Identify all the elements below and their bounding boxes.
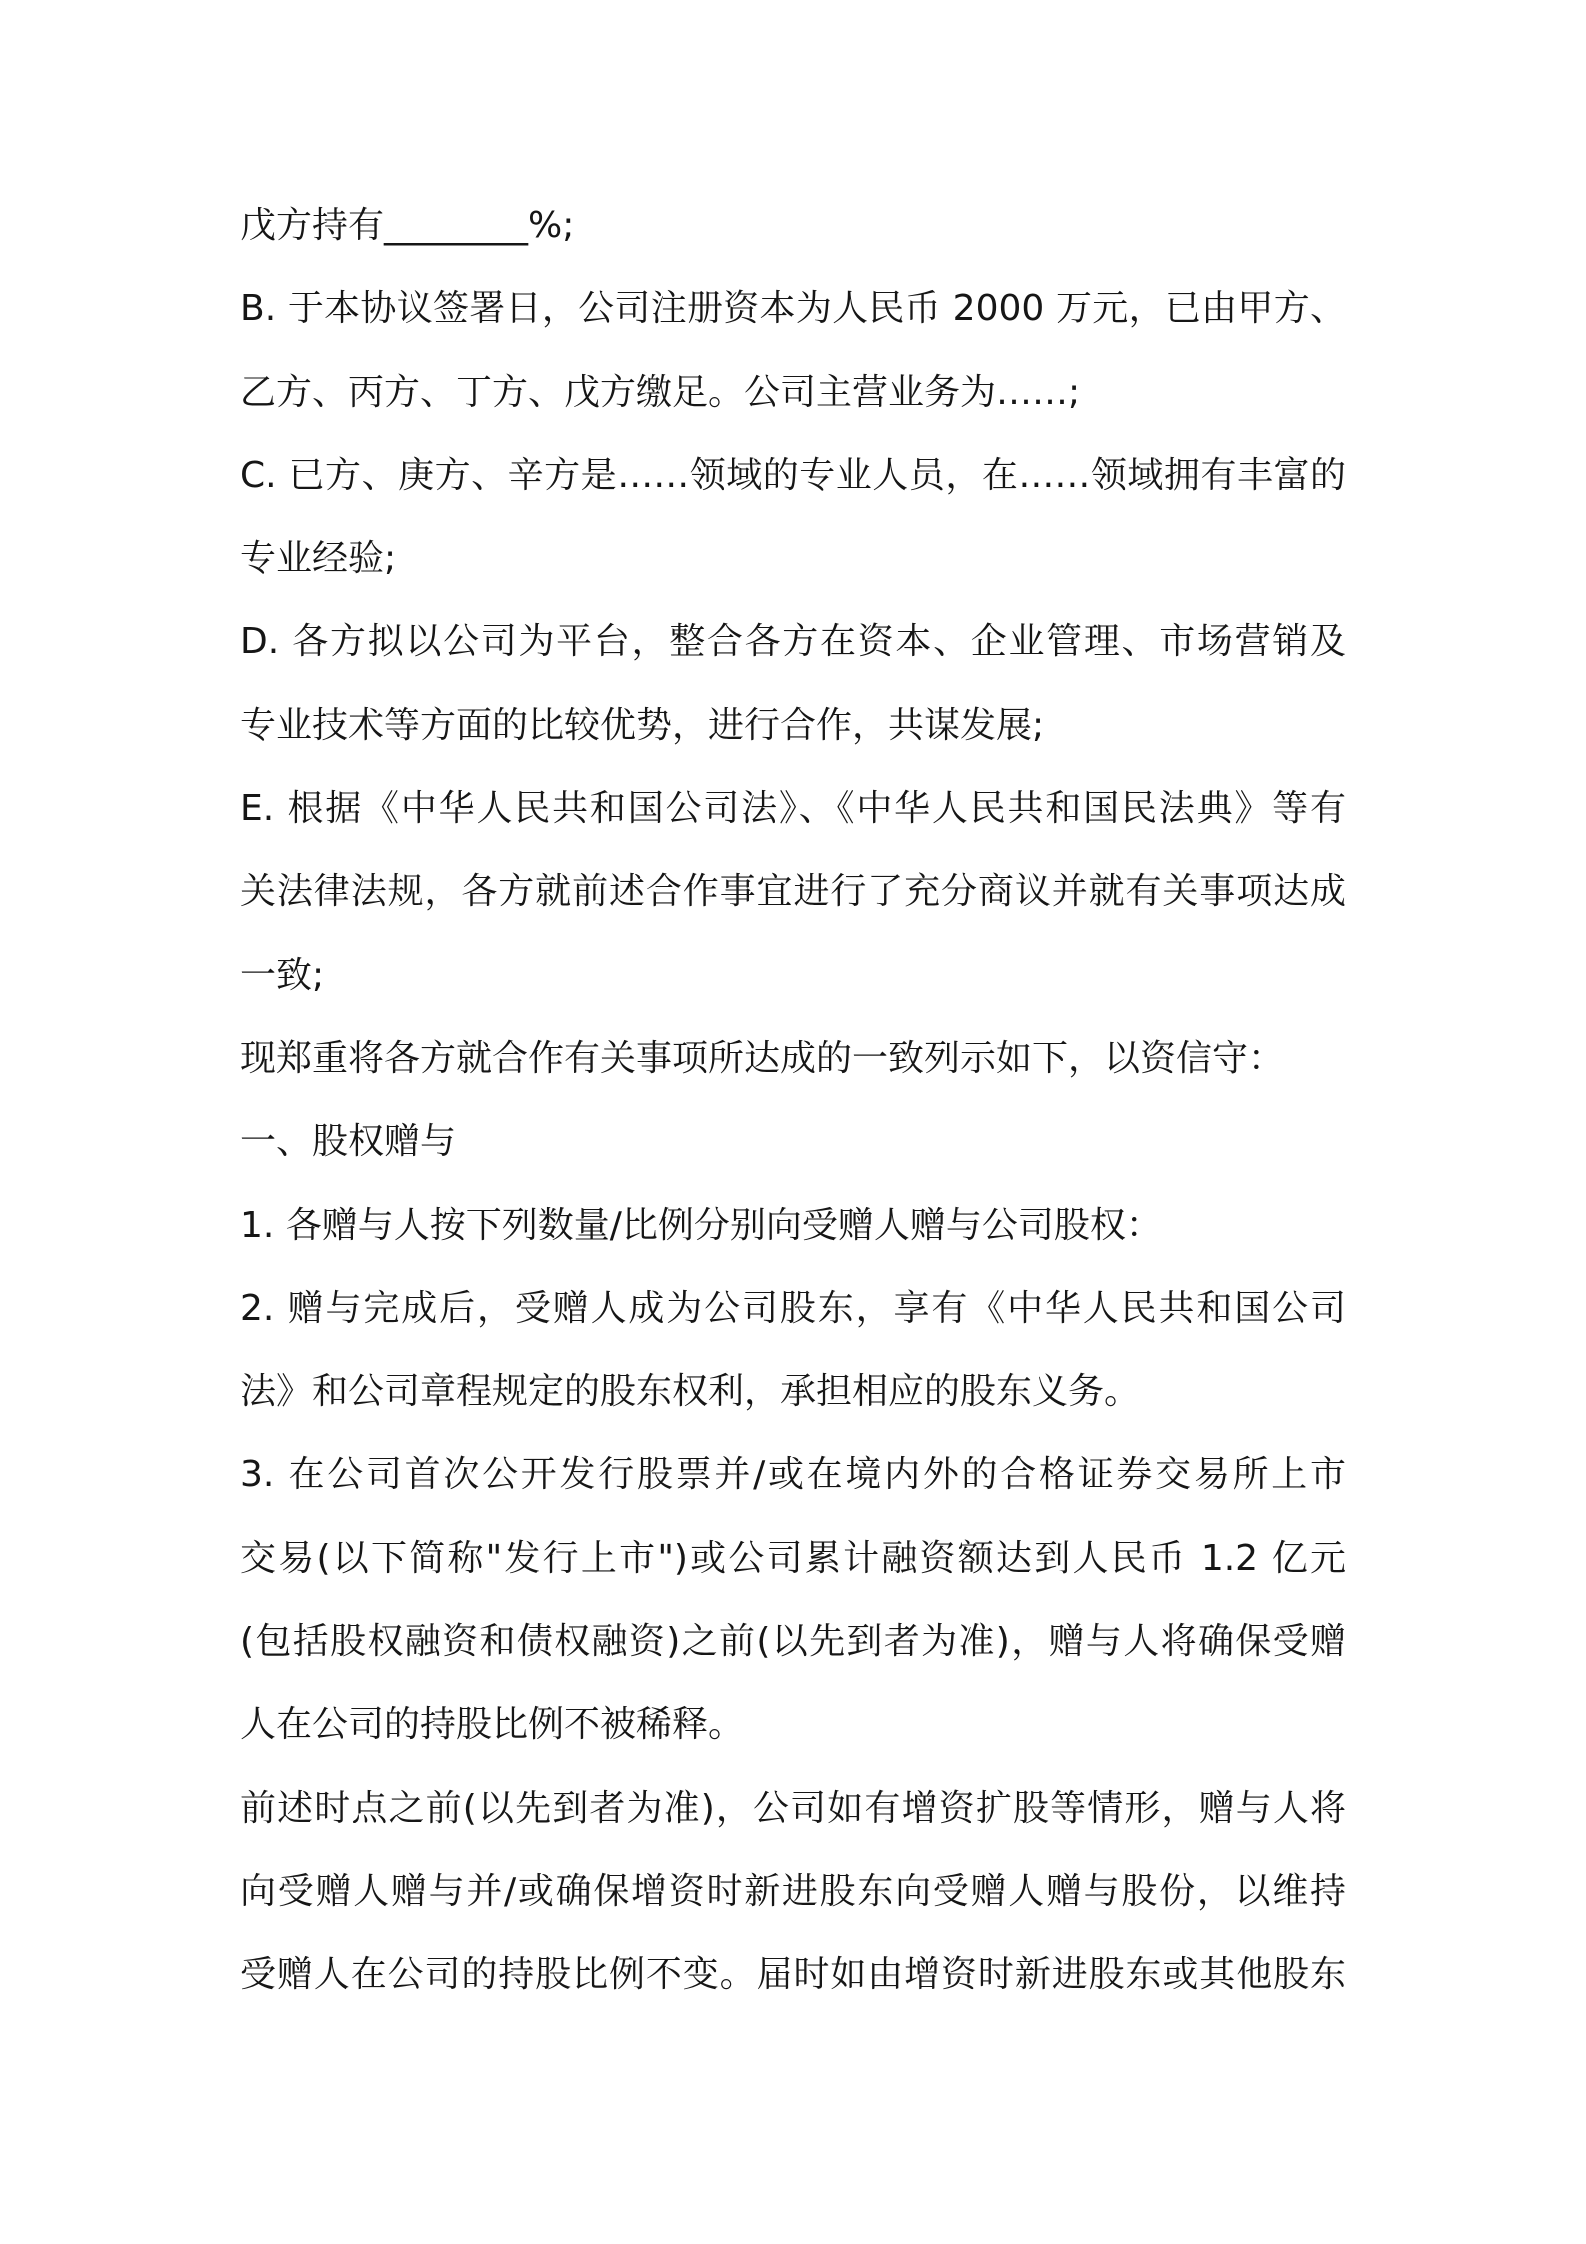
- text-line: 交易(以下简称"发行上市")或公司累计融资额达到人民币 1.2 亿元: [240, 1537, 1346, 1579]
- text-line: 戊方持有________%;: [240, 205, 575, 246]
- item-3-line: 3. 在公司首次公开发行股票并/或在境内外的合格证券交易所上市: [240, 1454, 1346, 1496]
- text-line: 专业经验;: [240, 538, 397, 580]
- text-line: 受赠人在公司的持股比例不变。届时如由增资时新进股东或其他股东: [240, 1954, 1346, 1996]
- clause-b-line: B. 于本协议签署日，公司注册资本为人民币 2000 万元，已由甲方、: [240, 288, 1346, 330]
- paragraph-line: 前述时点之前(以先到者为准)，公司如有增资扩股等情形，赠与人将: [240, 1787, 1346, 1829]
- item-1-line: 1. 各赠与人按下列数量/比例分别向受赠人赠与公司股权：: [240, 1204, 1162, 1246]
- text-line: 法》和公司章程规定的股东权利，承担相应的股东义务。: [240, 1371, 1141, 1413]
- section-heading: 一、股权赠与: [240, 1121, 457, 1163]
- text-line: 人在公司的持股比例不被稀释。: [240, 1704, 745, 1746]
- clause-c-line: C. 已方、庚方、辛方是……领域的专业人员，在……领域拥有丰富的: [240, 454, 1346, 496]
- text-line: (包括股权融资和债权融资)之前(以先到者为准)，赠与人将确保受赠: [240, 1621, 1346, 1663]
- clause-d-line: D. 各方拟以公司为平台，整合各方在资本、企业管理、市场营销及: [240, 621, 1346, 663]
- document-body: [240, 184, 1346, 2017]
- text-line: 专业技术等方面的比较优势，进行合作，共谋发展;: [240, 704, 1045, 746]
- text-line: 向受赠人赠与并/或确保增资时新进股东向受赠人赠与股份，以维持: [240, 1870, 1346, 1912]
- clause-e-line: E. 根据《中华人民共和国公司法》、《中华人民共和国民法典》等有: [240, 788, 1346, 830]
- text-line: 乙方、丙方、丁方、戊方缴足。公司主营业务为……;: [240, 371, 1081, 413]
- intro-statement-line: 现郑重将各方就合作有关事项所达成的一致列示如下，以资信守：: [240, 1037, 1285, 1079]
- item-2-line: 2. 赠与完成后，受赠人成为公司股东，享有《中华人民共和国公司: [240, 1287, 1346, 1329]
- text-line: 一致;: [240, 954, 325, 996]
- text-line: 关法律法规，各方就前述合作事宜进行了充分商议并就有关事项达成: [240, 871, 1346, 913]
